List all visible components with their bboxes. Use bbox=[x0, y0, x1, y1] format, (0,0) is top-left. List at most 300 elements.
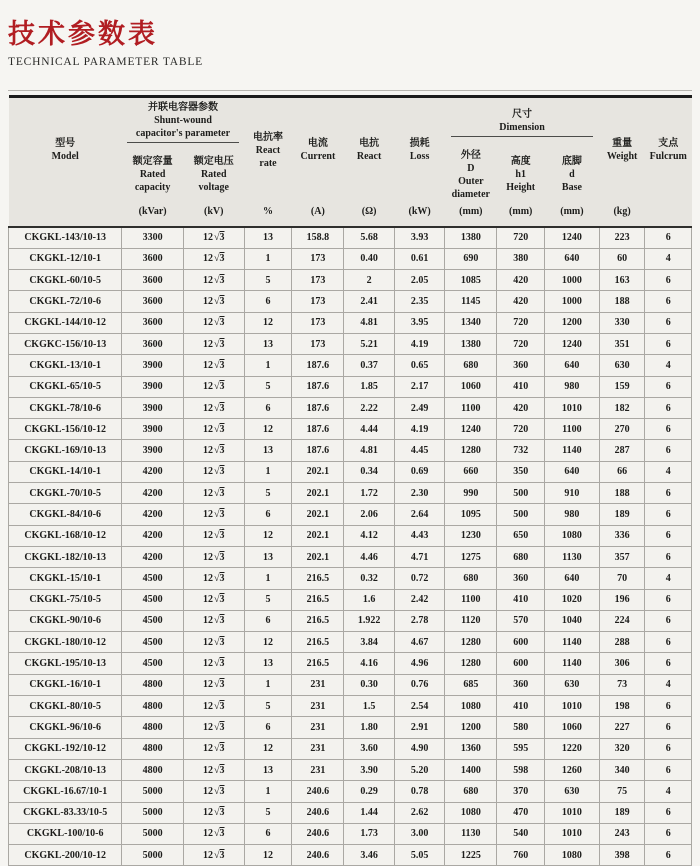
cell-model: CKGKL-72/10-6 bbox=[9, 291, 122, 312]
cell-rated-voltage: 12√3 bbox=[183, 610, 244, 631]
table-header bbox=[9, 97, 692, 227]
cell-rated-voltage: 12√3 bbox=[183, 845, 244, 866]
cell-outer-diameter: 1120 bbox=[445, 610, 497, 631]
cell-fulcrum: 6 bbox=[645, 845, 692, 866]
cell-loss: 2.49 bbox=[394, 397, 445, 418]
cell-react: 0.32 bbox=[344, 568, 395, 589]
cell-react: 4.44 bbox=[344, 419, 395, 440]
cell-base: 1010 bbox=[545, 397, 600, 418]
cell-rated-voltage: 12√3 bbox=[183, 696, 244, 717]
cell-base: 1140 bbox=[545, 440, 600, 461]
cell-base: 1010 bbox=[545, 696, 600, 717]
cell-react: 2.22 bbox=[344, 397, 395, 418]
cell-fulcrum: 6 bbox=[645, 546, 692, 567]
cell-loss: 4.19 bbox=[394, 419, 445, 440]
cell-react-rate: 1 bbox=[244, 781, 292, 802]
cell-loss: 5.20 bbox=[394, 759, 445, 780]
cell-height: 540 bbox=[497, 823, 545, 844]
cell-current: 173 bbox=[292, 333, 344, 354]
cell-current: 158.8 bbox=[292, 227, 344, 249]
unit-weight: (kg) bbox=[613, 205, 631, 217]
table-row bbox=[9, 781, 692, 802]
cell-rated-capacity: 4200 bbox=[122, 546, 183, 567]
cell-base: 640 bbox=[545, 461, 600, 482]
cell-react-rate: 1 bbox=[244, 461, 292, 482]
cell-base: 1010 bbox=[545, 823, 600, 844]
cell-rated-capacity: 5000 bbox=[122, 823, 183, 844]
cell-outer-diameter: 680 bbox=[445, 781, 497, 802]
unit-loss: (kW) bbox=[408, 205, 431, 217]
cell-rated-voltage: 12√3 bbox=[183, 632, 244, 653]
cell-weight: 287 bbox=[599, 440, 645, 461]
cell-loss: 2.42 bbox=[394, 589, 445, 610]
table-row bbox=[9, 248, 692, 269]
cell-react: 1.72 bbox=[344, 483, 395, 504]
cell-outer-diameter: 1085 bbox=[445, 270, 497, 291]
unit-height: (mm) bbox=[509, 205, 533, 217]
cell-weight: 227 bbox=[599, 717, 645, 738]
cell-outer-diameter: 1380 bbox=[445, 227, 497, 249]
cell-outer-diameter: 1280 bbox=[445, 440, 497, 461]
cell-outer-diameter: 1095 bbox=[445, 504, 497, 525]
cell-rated-voltage: 12√3 bbox=[183, 248, 244, 269]
unit-current: (A) bbox=[310, 205, 325, 217]
cell-loss: 0.61 bbox=[394, 248, 445, 269]
table-row bbox=[9, 589, 692, 610]
cell-base: 1000 bbox=[545, 291, 600, 312]
cell-outer-diameter: 1060 bbox=[445, 376, 497, 397]
cell-rated-capacity: 4800 bbox=[122, 696, 183, 717]
cell-weight: 351 bbox=[599, 333, 645, 354]
cell-height: 732 bbox=[497, 440, 545, 461]
cell-base: 1080 bbox=[545, 845, 600, 866]
cell-weight: 66 bbox=[599, 461, 645, 482]
cell-react: 0.29 bbox=[344, 781, 395, 802]
cell-react-rate: 12 bbox=[244, 738, 292, 759]
cell-current: 216.5 bbox=[292, 653, 344, 674]
cell-outer-diameter: 1225 bbox=[445, 845, 497, 866]
cell-react: 5.21 bbox=[344, 333, 395, 354]
cell-fulcrum: 6 bbox=[645, 227, 692, 249]
cell-react-rate: 13 bbox=[244, 227, 292, 249]
cell-outer-diameter: 1280 bbox=[445, 632, 497, 653]
cell-current: 187.6 bbox=[292, 397, 344, 418]
cell-height: 470 bbox=[497, 802, 545, 823]
cell-height: 595 bbox=[497, 738, 545, 759]
col-header-current: 电流 Current bbox=[300, 138, 336, 163]
cell-base: 1140 bbox=[545, 653, 600, 674]
cell-base: 1200 bbox=[545, 312, 600, 333]
cell-height: 680 bbox=[497, 546, 545, 567]
cell-outer-diameter: 1100 bbox=[445, 589, 497, 610]
unit-fulcrum-empty bbox=[645, 203, 692, 227]
cell-weight: 163 bbox=[599, 270, 645, 291]
cell-height: 570 bbox=[497, 610, 545, 631]
unit-rated-capacity: (kVar) bbox=[138, 205, 167, 217]
cell-rated-voltage: 12√3 bbox=[183, 525, 244, 546]
cell-current: 231 bbox=[292, 738, 344, 759]
cell-loss: 2.30 bbox=[394, 483, 445, 504]
cell-fulcrum: 4 bbox=[645, 461, 692, 482]
cell-rated-voltage: 12√3 bbox=[183, 504, 244, 525]
cell-base: 1220 bbox=[545, 738, 600, 759]
cell-react-rate: 5 bbox=[244, 589, 292, 610]
cell-model: CKGKL-14/10-1 bbox=[9, 461, 122, 482]
cell-fulcrum: 6 bbox=[645, 653, 692, 674]
cell-rated-voltage: 12√3 bbox=[183, 738, 244, 759]
cell-fulcrum: 6 bbox=[645, 610, 692, 631]
cell-weight: 189 bbox=[599, 504, 645, 525]
cell-fulcrum: 6 bbox=[645, 696, 692, 717]
cell-rated-voltage: 12√3 bbox=[183, 568, 244, 589]
cell-rated-capacity: 3600 bbox=[122, 333, 183, 354]
cell-height: 600 bbox=[497, 653, 545, 674]
cell-model: CKGKL-200/10-12 bbox=[9, 845, 122, 866]
cell-outer-diameter: 1230 bbox=[445, 525, 497, 546]
cell-react: 5.68 bbox=[344, 227, 395, 249]
cell-weight: 198 bbox=[599, 696, 645, 717]
cell-rated-voltage: 12√3 bbox=[183, 823, 244, 844]
cell-rated-voltage: 12√3 bbox=[183, 461, 244, 482]
cell-height: 720 bbox=[497, 419, 545, 440]
cell-rated-capacity: 4800 bbox=[122, 738, 183, 759]
cell-react-rate: 12 bbox=[244, 419, 292, 440]
cell-loss: 2.64 bbox=[394, 504, 445, 525]
cell-react: 4.12 bbox=[344, 525, 395, 546]
cell-weight: 188 bbox=[599, 291, 645, 312]
cell-react-rate: 1 bbox=[244, 248, 292, 269]
cell-outer-diameter: 685 bbox=[445, 674, 497, 695]
cell-height: 650 bbox=[497, 525, 545, 546]
cell-rated-voltage: 12√3 bbox=[183, 546, 244, 567]
cell-fulcrum: 6 bbox=[645, 504, 692, 525]
cell-react: 3.60 bbox=[344, 738, 395, 759]
cell-height: 420 bbox=[497, 397, 545, 418]
cell-rated-voltage: 12√3 bbox=[183, 419, 244, 440]
cell-model: CKGKL-195/10-13 bbox=[9, 653, 122, 674]
cell-model: CKGKL-78/10-6 bbox=[9, 397, 122, 418]
cell-current: 202.1 bbox=[292, 546, 344, 567]
cell-outer-diameter: 1100 bbox=[445, 397, 497, 418]
cell-height: 360 bbox=[497, 568, 545, 589]
cell-rated-voltage: 12√3 bbox=[183, 376, 244, 397]
cell-fulcrum: 4 bbox=[645, 248, 692, 269]
table-row bbox=[9, 270, 692, 291]
cell-fulcrum: 4 bbox=[645, 674, 692, 695]
cell-current: 202.1 bbox=[292, 483, 344, 504]
table-row bbox=[9, 440, 692, 461]
cell-weight: 398 bbox=[599, 845, 645, 866]
cell-current: 187.6 bbox=[292, 355, 344, 376]
cell-react: 1.6 bbox=[344, 589, 395, 610]
cell-model: CKGKL-60/10-5 bbox=[9, 270, 122, 291]
col-header-fulcrum: 支点 Fulcrum bbox=[649, 138, 687, 163]
cell-fulcrum: 6 bbox=[645, 440, 692, 461]
cell-model: CKGKL-16/10-1 bbox=[9, 674, 122, 695]
cell-fulcrum: 6 bbox=[645, 589, 692, 610]
cell-model: CKGKL-15/10-1 bbox=[9, 568, 122, 589]
table-row bbox=[9, 291, 692, 312]
cell-model: CKGKL-90/10-6 bbox=[9, 610, 122, 631]
cell-loss: 4.71 bbox=[394, 546, 445, 567]
cell-react-rate: 12 bbox=[244, 525, 292, 546]
cell-fulcrum: 6 bbox=[645, 759, 692, 780]
cell-fulcrum: 4 bbox=[645, 781, 692, 802]
cell-outer-diameter: 1380 bbox=[445, 333, 497, 354]
unit-rated-voltage: (kV) bbox=[204, 205, 224, 217]
col-header-outer-diameter: 外径 D Outer diameter bbox=[451, 149, 490, 200]
cell-weight: 336 bbox=[599, 525, 645, 546]
cell-weight: 306 bbox=[599, 653, 645, 674]
cell-loss: 2.78 bbox=[394, 610, 445, 631]
cell-weight: 223 bbox=[599, 227, 645, 249]
cell-model: CKGKL-70/10-5 bbox=[9, 483, 122, 504]
cell-outer-diameter: 1145 bbox=[445, 291, 497, 312]
cell-react-rate: 6 bbox=[244, 504, 292, 525]
cell-rated-capacity: 4200 bbox=[122, 525, 183, 546]
cell-react: 2.06 bbox=[344, 504, 395, 525]
cell-outer-diameter: 990 bbox=[445, 483, 497, 504]
table-row bbox=[9, 610, 692, 631]
cell-weight: 243 bbox=[599, 823, 645, 844]
table-row bbox=[9, 546, 692, 567]
cell-height: 500 bbox=[497, 483, 545, 504]
cell-react-rate: 1 bbox=[244, 568, 292, 589]
cell-weight: 196 bbox=[599, 589, 645, 610]
cell-fulcrum: 6 bbox=[645, 419, 692, 440]
cell-current: 173 bbox=[292, 312, 344, 333]
table-row bbox=[9, 376, 692, 397]
cell-loss: 2.05 bbox=[394, 270, 445, 291]
cell-weight: 70 bbox=[599, 568, 645, 589]
cell-react-rate: 1 bbox=[244, 674, 292, 695]
col-header-rated-voltage: 额定电压 Rated voltage bbox=[193, 156, 234, 193]
cell-current: 187.6 bbox=[292, 419, 344, 440]
col-header-height: 高度 h1 Height bbox=[506, 156, 536, 193]
cell-weight: 159 bbox=[599, 376, 645, 397]
cell-rated-capacity: 4800 bbox=[122, 674, 183, 695]
col-header-loss: 损耗 Loss bbox=[409, 138, 430, 163]
col-header-base: 底脚 d Base bbox=[561, 156, 582, 193]
cell-outer-diameter: 660 bbox=[445, 461, 497, 482]
cell-react: 4.46 bbox=[344, 546, 395, 567]
cell-current: 202.1 bbox=[292, 525, 344, 546]
cell-react-rate: 13 bbox=[244, 759, 292, 780]
cell-height: 410 bbox=[497, 376, 545, 397]
cell-rated-voltage: 12√3 bbox=[183, 270, 244, 291]
cell-height: 760 bbox=[497, 845, 545, 866]
cell-rated-capacity: 3600 bbox=[122, 270, 183, 291]
cell-loss: 4.19 bbox=[394, 333, 445, 354]
cell-react: 4.81 bbox=[344, 312, 395, 333]
cell-fulcrum: 4 bbox=[645, 355, 692, 376]
cell-model: CKGKL-169/10-13 bbox=[9, 440, 122, 461]
col-header-model: 型号 Model bbox=[51, 138, 79, 163]
cell-height: 410 bbox=[497, 696, 545, 717]
cell-model: CKGKL-65/10-5 bbox=[9, 376, 122, 397]
cell-react: 2 bbox=[344, 270, 395, 291]
cell-model: CKGKL-12/10-1 bbox=[9, 248, 122, 269]
cell-loss: 3.93 bbox=[394, 227, 445, 249]
page-title: 技术参数表 bbox=[8, 19, 158, 50]
cell-react-rate: 5 bbox=[244, 376, 292, 397]
cell-rated-voltage: 12√3 bbox=[183, 227, 244, 249]
cell-fulcrum: 6 bbox=[645, 717, 692, 738]
cell-current: 240.6 bbox=[292, 845, 344, 866]
cell-weight: 357 bbox=[599, 546, 645, 567]
cell-base: 1020 bbox=[545, 589, 600, 610]
cell-react: 3.84 bbox=[344, 632, 395, 653]
cell-model: CKGKL-75/10-5 bbox=[9, 589, 122, 610]
cell-react-rate: 6 bbox=[244, 291, 292, 312]
cell-model: CKGKL-143/10-13 bbox=[9, 227, 122, 249]
cell-loss: 4.67 bbox=[394, 632, 445, 653]
cell-weight: 182 bbox=[599, 397, 645, 418]
cell-fulcrum: 6 bbox=[645, 333, 692, 354]
cell-height: 500 bbox=[497, 504, 545, 525]
cell-loss: 4.90 bbox=[394, 738, 445, 759]
cell-react: 1.80 bbox=[344, 717, 395, 738]
cell-current: 231 bbox=[292, 717, 344, 738]
cell-react-rate: 1 bbox=[244, 355, 292, 376]
cell-fulcrum: 6 bbox=[645, 312, 692, 333]
cell-current: 173 bbox=[292, 291, 344, 312]
cell-model: CKGKL-13/10-1 bbox=[9, 355, 122, 376]
cell-react-rate: 6 bbox=[244, 610, 292, 631]
table-row bbox=[9, 653, 692, 674]
cell-fulcrum: 6 bbox=[645, 632, 692, 653]
cell-base: 1130 bbox=[545, 546, 600, 567]
col-header-react: 电抗 React bbox=[356, 138, 382, 163]
cell-rated-voltage: 12√3 bbox=[183, 312, 244, 333]
cell-current: 231 bbox=[292, 674, 344, 695]
cell-react-rate: 13 bbox=[244, 440, 292, 461]
cell-react-rate: 5 bbox=[244, 483, 292, 504]
cell-rated-voltage: 12√3 bbox=[183, 781, 244, 802]
cell-rated-voltage: 12√3 bbox=[183, 759, 244, 780]
cell-base: 1010 bbox=[545, 802, 600, 823]
table-row bbox=[9, 525, 692, 546]
col-group-dimension: 尺寸 Dimension bbox=[445, 97, 599, 147]
cell-current: 173 bbox=[292, 248, 344, 269]
cell-weight: 60 bbox=[599, 248, 645, 269]
unit-react-rate: % bbox=[263, 205, 274, 217]
cell-weight: 340 bbox=[599, 759, 645, 780]
cell-outer-diameter: 1130 bbox=[445, 823, 497, 844]
cell-react: 1.44 bbox=[344, 802, 395, 823]
cell-rated-voltage: 12√3 bbox=[183, 802, 244, 823]
cell-rated-voltage: 12√3 bbox=[183, 397, 244, 418]
cell-rated-capacity: 3600 bbox=[122, 291, 183, 312]
cell-current: 216.5 bbox=[292, 589, 344, 610]
cell-rated-voltage: 12√3 bbox=[183, 653, 244, 674]
cell-base: 1240 bbox=[545, 333, 600, 354]
cell-loss: 2.54 bbox=[394, 696, 445, 717]
cell-loss: 5.05 bbox=[394, 845, 445, 866]
cell-current: 240.6 bbox=[292, 781, 344, 802]
cell-height: 600 bbox=[497, 632, 545, 653]
cell-outer-diameter: 1080 bbox=[445, 802, 497, 823]
cell-react: 0.37 bbox=[344, 355, 395, 376]
cell-model: CKGKL-192/10-12 bbox=[9, 738, 122, 759]
table-row bbox=[9, 355, 692, 376]
cell-loss: 2.17 bbox=[394, 376, 445, 397]
cell-current: 173 bbox=[292, 270, 344, 291]
unit-react: (Ω) bbox=[361, 205, 377, 217]
table-row bbox=[9, 845, 692, 866]
cell-react-rate: 13 bbox=[244, 546, 292, 567]
cell-base: 910 bbox=[545, 483, 600, 504]
cell-react: 1.73 bbox=[344, 823, 395, 844]
cell-base: 640 bbox=[545, 568, 600, 589]
cell-base: 1140 bbox=[545, 632, 600, 653]
cell-height: 720 bbox=[497, 333, 545, 354]
cell-weight: 188 bbox=[599, 483, 645, 504]
col-header-weight: 重量 Weight bbox=[606, 138, 638, 163]
cell-react-rate: 6 bbox=[244, 823, 292, 844]
cell-rated-voltage: 12√3 bbox=[183, 717, 244, 738]
col-header-rated-capacity: 额定容量 Rated capacity bbox=[132, 156, 173, 193]
cell-rated-voltage: 12√3 bbox=[183, 589, 244, 610]
cell-height: 360 bbox=[497, 674, 545, 695]
table-row bbox=[9, 674, 692, 695]
cell-loss: 4.45 bbox=[394, 440, 445, 461]
cell-fulcrum: 6 bbox=[645, 397, 692, 418]
cell-loss: 0.69 bbox=[394, 461, 445, 482]
table-row bbox=[9, 759, 692, 780]
cell-outer-diameter: 1080 bbox=[445, 696, 497, 717]
cell-height: 380 bbox=[497, 248, 545, 269]
cell-base: 1080 bbox=[545, 525, 600, 546]
cell-fulcrum: 6 bbox=[645, 525, 692, 546]
table-row bbox=[9, 717, 692, 738]
table-row bbox=[9, 419, 692, 440]
cell-weight: 224 bbox=[599, 610, 645, 631]
table-row bbox=[9, 483, 692, 504]
table-row bbox=[9, 568, 692, 589]
cell-fulcrum: 4 bbox=[645, 568, 692, 589]
cell-base: 640 bbox=[545, 355, 600, 376]
cell-rated-voltage: 12√3 bbox=[183, 333, 244, 354]
cell-react: 0.30 bbox=[344, 674, 395, 695]
cell-rated-capacity: 4500 bbox=[122, 653, 183, 674]
cell-loss: 0.78 bbox=[394, 781, 445, 802]
cell-height: 420 bbox=[497, 291, 545, 312]
cell-rated-capacity: 3600 bbox=[122, 248, 183, 269]
cell-react: 1.85 bbox=[344, 376, 395, 397]
cell-height: 720 bbox=[497, 312, 545, 333]
cell-base: 980 bbox=[545, 504, 600, 525]
col-header-react-rate: 电抗率 React rate bbox=[253, 131, 284, 169]
cell-outer-diameter: 1280 bbox=[445, 653, 497, 674]
cell-react-rate: 13 bbox=[244, 333, 292, 354]
cell-height: 598 bbox=[497, 759, 545, 780]
cell-weight: 73 bbox=[599, 674, 645, 695]
cell-react-rate: 5 bbox=[244, 802, 292, 823]
cell-react: 4.81 bbox=[344, 440, 395, 461]
cell-rated-voltage: 12√3 bbox=[183, 355, 244, 376]
cell-base: 1040 bbox=[545, 610, 600, 631]
cell-rated-capacity: 5000 bbox=[122, 781, 183, 802]
cell-loss: 2.62 bbox=[394, 802, 445, 823]
cell-react: 3.46 bbox=[344, 845, 395, 866]
cell-current: 216.5 bbox=[292, 610, 344, 631]
table-top-rule bbox=[8, 90, 692, 91]
table-row bbox=[9, 461, 692, 482]
cell-model: CKGKL-180/10-12 bbox=[9, 632, 122, 653]
cell-model: CKGKL-100/10-6 bbox=[9, 823, 122, 844]
cell-react-rate: 12 bbox=[244, 632, 292, 653]
